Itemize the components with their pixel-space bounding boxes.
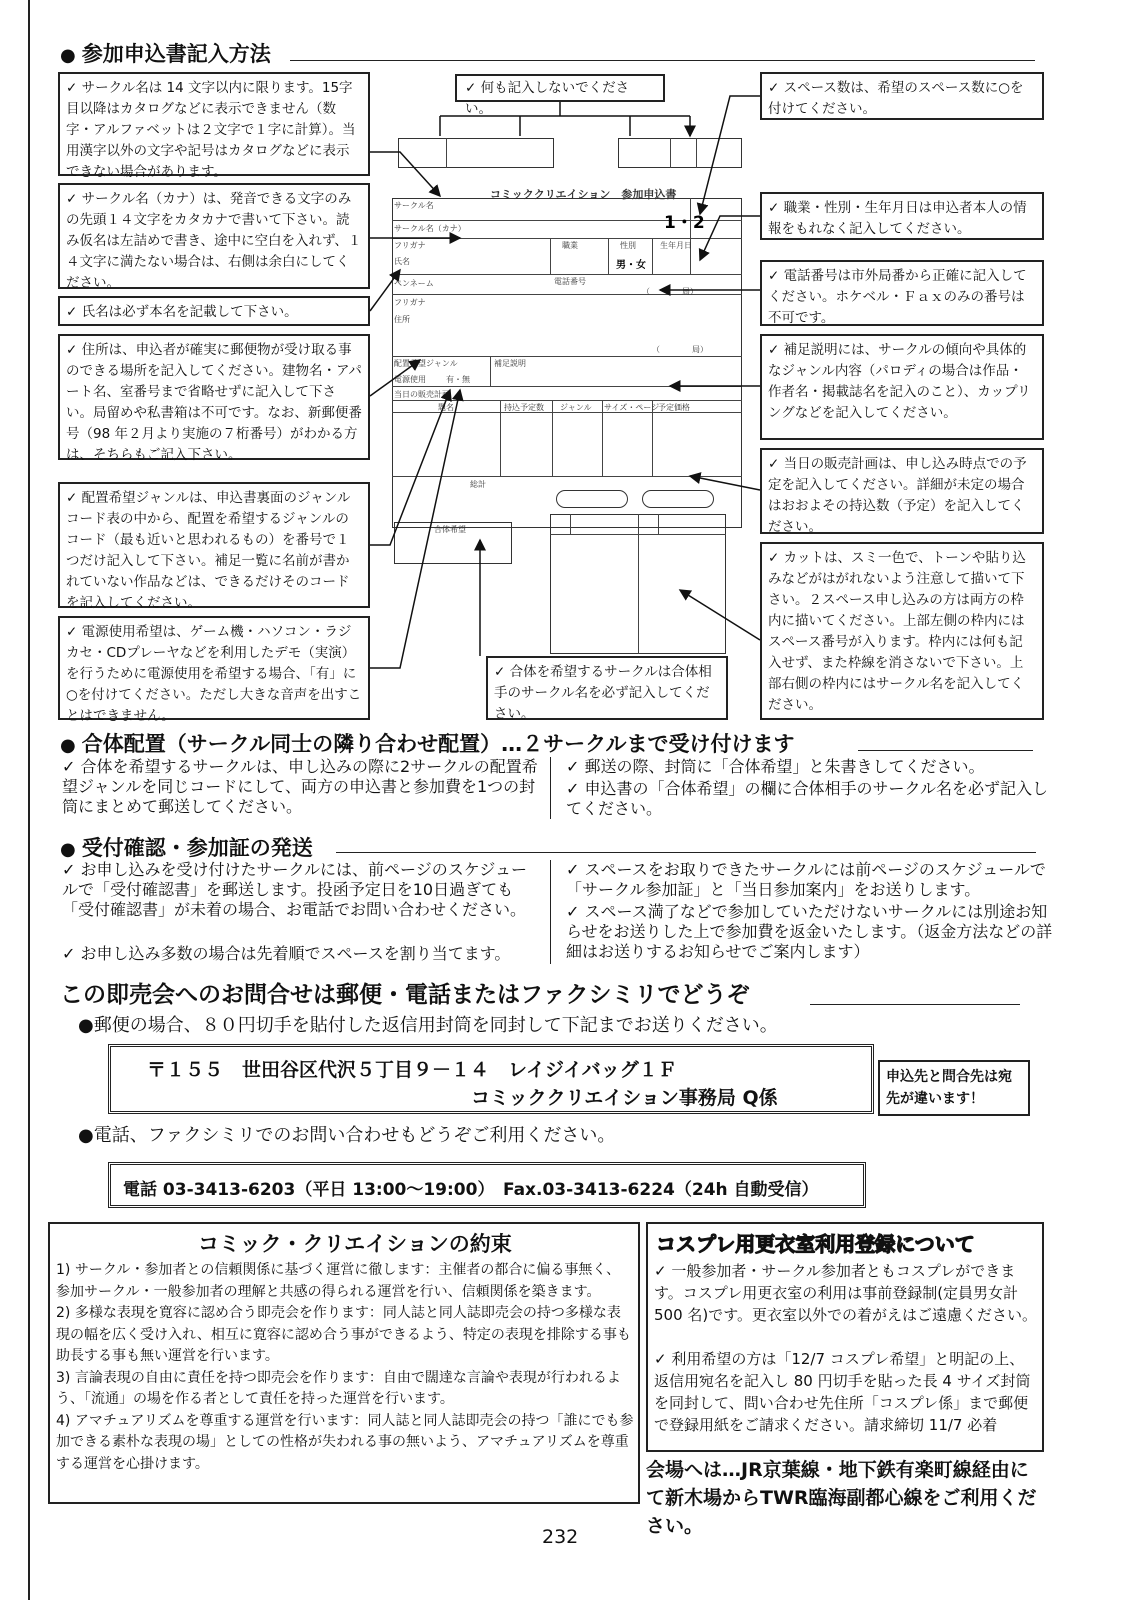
form-space-options: 1・2 [664, 213, 705, 233]
phone-box [108, 1162, 866, 1208]
note-circle-kana: ✓ サークル名（カナ）は、発音できる文字のみの先頭１４文字をカタカナで書いて下さい。読み仮名は左詰めで書き、途中に空白を入れず、１４文字に満たない場合は、右側は余白にしてください。 [58, 183, 370, 289]
promise-item: 1) サークル・参加者との信頼関係に基づく運営に徹します：主催者の都合に偏る事無く、参加サークル・一般参加者の理解と共感の得られる運営を行い、信頼関係を築きます。 [56, 1262, 621, 1300]
phone-line: 電話 03-3413-6203（平日 13:00〜19:00） Fax.03-3413-6224（24h 自動受信） [123, 1180, 819, 1200]
promise-box [48, 1222, 640, 1504]
note-genre: ✓ 配置希望ジャンルは、申込書裏面のジャンルコード表の中から、配置を希望するジャンルのコード（最も近いと思われるもの）を番号で１つだけ記入して下さい。補足一覧に名前が書かれていない作品などは、できるだけそのコードを記入してください。 [58, 482, 370, 608]
note-power: ✓ 電源使用希望は、ゲーム機・ハソコン・ラジカセ・CDプレーヤなどを利用したデモ（実演）を行うために電源使用を希望する場合、「有」に○を付けてください。ただし大きな音声を出すことはできません。 [58, 616, 370, 720]
heading-rule [858, 750, 1033, 751]
promise-list [56, 1260, 634, 1475]
confirm-left-text-1: ✓ お申し込みを受け付けたサークルには、前ページのスケジュールで「受付確認書」を郵送します。投函予定日を10日過ぎても「受付確認書」が未着の場合、お電話でお問い合わせください。 [62, 860, 528, 919]
note-sales-plan: ✓ 当日の販売計画は、申し込み時点での予定を記入してください。詳細が未定の場合はおおよその持込数（予定）を記入してください。 [760, 448, 1044, 534]
address-box [108, 1044, 874, 1114]
form-title: コミッククリエイション 参加申込書 [490, 188, 677, 201]
cosplay-item-1: ✓ 一般参加者・サークル参加者ともコスプレができます。コスプレ用更衣室の利用は事前登録制(定員男女計 500 名)です。更衣室以外での着がえはご遠慮ください。 [654, 1262, 1038, 1324]
page-number: 232 [542, 1526, 579, 1548]
note-joint: ✓ 合体を希望するサークルは合体相手のサークル名を必ず記入してください。 [486, 656, 728, 720]
joint-right-text-1: ✓ 郵送の際、封筒に「合体希望」と朱書きしてください。 [566, 757, 985, 776]
arrow-connectors [0, 0, 1133, 760]
note-no-write: ✓ 何も記入しないでください。 [455, 74, 665, 102]
note-occupation: ✓ 職業・性別・生年月日は申込者本人の情報をもれなく記入してください。 [760, 192, 1044, 240]
note-full-name: ✓ 氏名は必ず本名を記載して下さい。 [58, 296, 370, 326]
confirm-left-text-2: ✓ お申し込み多数の場合は先着順でスペースを割り当てます。 [62, 944, 511, 963]
divider [550, 757, 551, 819]
divider [550, 860, 551, 964]
address-line-1: 〒１５５ 世田谷区代沢５丁目９－１４ レイジイバッグ１Ｆ [147, 1059, 677, 1081]
note-cut: ✓ カットは、スミ一色で、トーンや貼り込みなどがはがれないよう注意して描いて下さい。２スペース申し込みの方は両方の枠内に描いてください。上部左側の枠内にはスペース番号が入ります。枠内には何も記入せず、また枠線を消さないで下さい。上部右側の枠内にはサークル名を記入してください。 [760, 542, 1044, 720]
joint-right-text-2: ✓ 申込書の「合体希望」の欄に合体相手のサークル名を必ず記入してください。 [566, 779, 1049, 818]
form-gender: 男・女 [616, 260, 646, 271]
confirm-right-text-1: ✓ スペースをお取りできたサークルには前ページのスケジュールで「サークル参加証」と「当日参加案内」をお送りします。 [566, 860, 1046, 899]
cosplay-title: コスプレ用更衣室利用登録について [656, 1232, 975, 1256]
promise-item: 4) アマチュアリズムを尊重する運営を行います：同人誌と同人誌即売会の持つ「誰にでも参加できる素朴な表現の場」としての性格が失われる事の無いよう、アマチュアリズムを尊重する運営を心掛けます。 [56, 1412, 634, 1472]
confirm-right-text-2: ✓ スペース満了などで参加していただけないサークルには別途お知らせをお送りした上で参加費を返金いたします。（返金方法などの詳細はお送りするお知らせでご案内します） [566, 902, 1053, 961]
promise-item: 3) 言論表現の自由に責任を持つ即売会を作ります：自由で闊達な言論や表現が行われるよう、「流通」の場を作る者として責任を持った運営を行います。 [56, 1369, 621, 1407]
contact-title: この即売会へのお問合せは郵便・電話またはファクシミリでどうぞ [60, 982, 750, 1008]
phone-note: ●電話、ファクシミリでのお問い合わせもどうぞご利用ください。 [78, 1125, 616, 1146]
cosplay-box [646, 1222, 1044, 1452]
section-heading-form: ● 参加申込書記入方法 [60, 42, 271, 66]
form-diagram: コミッククリエイション 参加申込書 サークル名 サークル名（カナ） フリガナ 氏名 ペンネーム フリガナ 住所 配置希望ジャンル 電源使用 有・無 補足説明 当日の販売計画 職業 性別 生年月日 電話番号 題名 持込予定数 ジャンル サイズ・ページ 予定価格 総計 （ 局） （ 局） 1・2 男・女 合体希望 [390, 134, 746, 654]
joint-left-text: ✓ 合体を希望するサークルは、申し込みの際に2サークルの配置希望ジャンルを同じコードにして、両方の申込書と参加費を1つの封筒にまとめて郵送してください。 [62, 757, 538, 816]
destination-warning: 申込先と問合先は宛先が違います！ [878, 1060, 1030, 1116]
promise-title: コミック・クリエイションの約束 [198, 1232, 512, 1256]
section-heading-joint: ● 合体配置（サークル同士の隣り合わせ配置）…２サークルまで受け付けます [60, 732, 795, 756]
cosplay-item-2: ✓ 利用希望の方は「12/7 コスプレ希望」と明記の上、返信用宛名を記入し 80 円切手を貼った長 4 サイズ封筒を同封して、問い合わせ先住所「コスプレ係」まで郵便で登録用紙をご請求ください。請求締切 11/7 必着 [654, 1350, 1031, 1434]
note-address: ✓ 住所は、申込者が確実に郵便物が受け取る事のできる場所を記入してください。建物名・アパート名、室番号まで省略せずに記入して下さい。局留めや私書箱は不可です。なお、新郵便番号（98 年２月より実施の７桁番号）がわかる方は、そちらもご記入下さい。 [58, 334, 370, 460]
heading-rule [810, 1004, 1020, 1005]
note-supplement: ✓ 補足説明には、サークルの傾向や具体的なジャンル内容（パロディの場合は作品・作者名・掲載誌名を記入のこと）、カップリングなどを記入してください。 [760, 334, 1044, 440]
mail-note: ●郵便の場合、８０円切手を貼付した返信用封筒を同封して下記までお送りください。 [78, 1015, 778, 1036]
address-line-2: コミッククリエイション事務局 Q係 [471, 1087, 778, 1109]
access-info: 会場へは…JR京葉線・地下鉄有楽町線経由にて新木場からTWR臨海副都心線をご利用ください。 [646, 1459, 1037, 1537]
note-space-count: ✓ スペース数は、希望のスペース数に○を付けてください。 [760, 72, 1044, 120]
heading-rule [336, 852, 1036, 853]
note-circle-name: ✓ サークル名は 14 文字以内に限ります。15字目以降はカタログなどに表示できません（数字・アルファベットは２文字で１字に計算）。当用漢字以外の文字や記号はカタログなどに表示できない場合があります。 [58, 72, 370, 176]
promise-item: 2) 多様な表現を寛容に認め合う即売会を作ります：同人誌と同人誌即売会の持つ多様な表現の幅を広く受け入れ、相互に寛容に認め合う事ができるよう、特定の表現を排除する事も助長する事も無い運営を行います。 [56, 1305, 631, 1364]
section-heading-confirm: ● 受付確認・参加証の発送 [60, 836, 313, 860]
note-phone: ✓ 電話番号は市外局番から正確に記入してください。ホケベル・Ｆａｘのみの番号は不可です。 [760, 260, 1044, 326]
